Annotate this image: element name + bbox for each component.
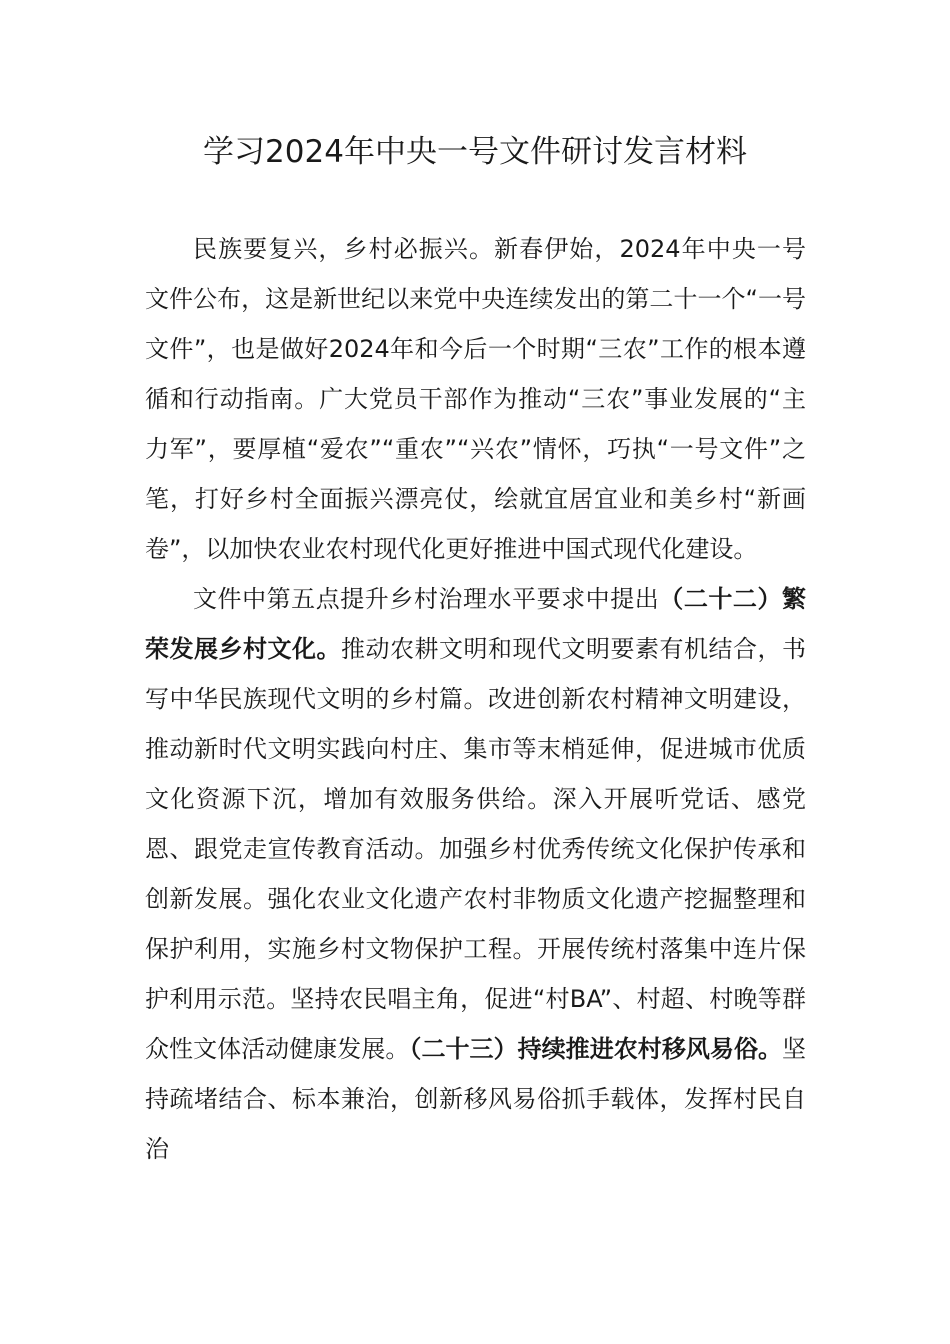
paragraph-text: 推动农耕文明和现代文明要素有机结合，书写中华民族现代文明的乡村篇。改进创新农村精神文明建设，推动新时代文明实践向村庄、集市等末梢延伸，促进城市优质文化资源下沉，增加有效服务供给。深入开展听党话、感党恩、跟党走宣传教育活动。加强乡村优秀传统文化保护传承和创新发展。强化农业文化遗产农村非物质文化遗产挖掘整理和保护利用，实施乡村文物保护工程。开展传统村落集中连片保护利用示范。坚持农民唱主角，促进“村BA”、村超、村晚等群众性文体活动健康发展。 [145, 635, 806, 1063]
paragraph-1 [145, 224, 806, 574]
paragraph-text: 坚持疏堵结合、标本兼治，创新移风易俗抓手载体，发挥村民自治 [145, 1035, 807, 1163]
paragraph-2 [145, 574, 806, 1174]
bold-heading-23: （二十三）持续推进农村移风易俗。 [409, 1035, 783, 1063]
document-title: 学习2024年中央一号文件研讨发言材料 [203, 134, 747, 170]
bold-heading-22: （二十二）繁荣发展乡村文化。 [145, 585, 807, 663]
paragraph-text: 文件中第五点提升乡村治理水平要求中提出 [193, 585, 660, 613]
document-body [145, 224, 806, 1174]
paragraph-text: 民族要复兴，乡村必振兴。新春伊始，2024年中央一号文件公布，这是新世纪以来党中央连续发出的第二十一个“一号文件”，也是做好2024年和今后一个时期“三农”工作的根本遵循和行动指南。广大党员干部作为推动“三农”事业发展的“主力军”，要厚植“爱农”“重农”“兴农”情怀，巧执“一号文件”之笔，打好乡村全面振兴漂亮仗，绘就宜居宜业和美乡村“新画卷”，以加快农业农村现代化更好推进中国式现代化建设。 [145, 235, 806, 563]
